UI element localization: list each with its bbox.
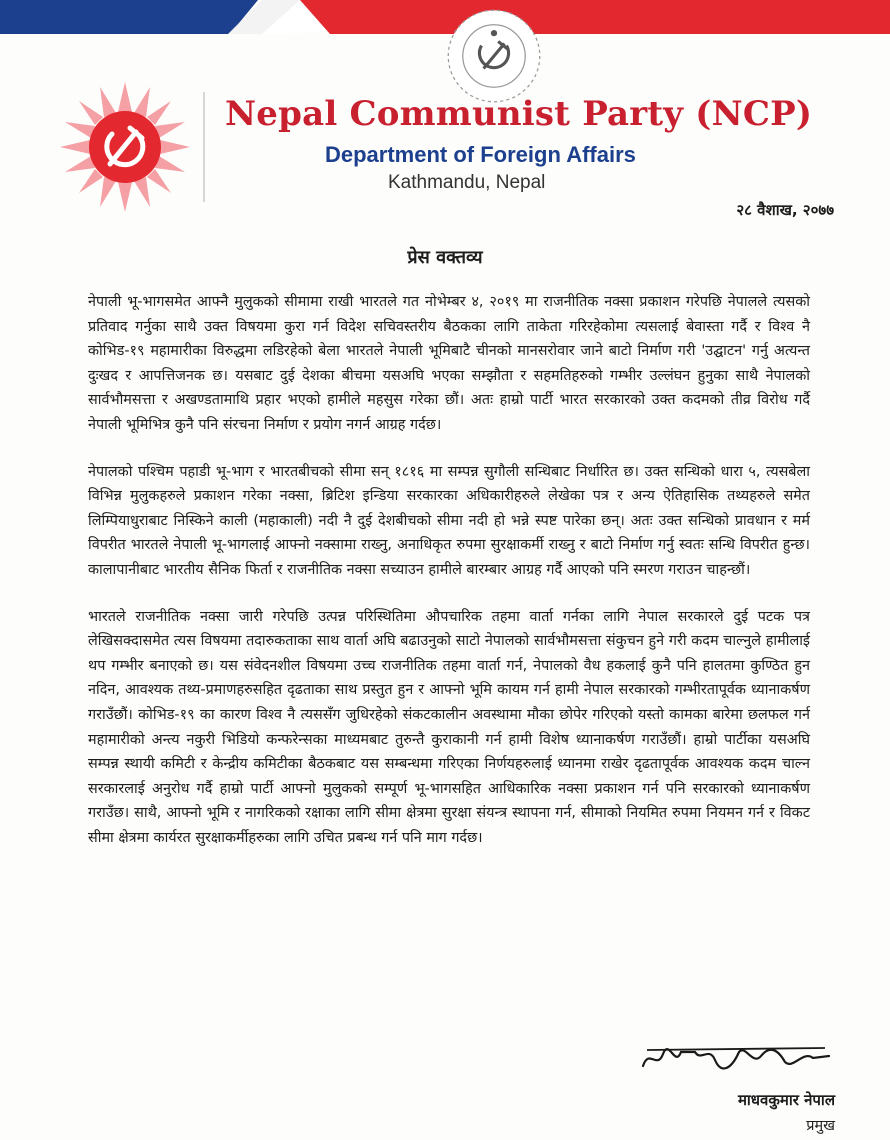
letterhead [60, 62, 840, 212]
letter-body [88, 290, 810, 872]
sun-hammer-sickle-icon [60, 82, 190, 212]
location: Kathmandu, Nepal [388, 172, 546, 193]
department-name: Department of Foreign Affairs [325, 142, 636, 167]
paragraph-3: भारतले राजनीतिक नक्सा जारी गरेपछि उत्पन्न परिस्थितिमा औपचारिक तहमा वार्ता गर्नका लागि नेपाल सरकारले दुई पटक पत्र लेखिसक्दासमेत त्यस विषयमा तदारुकताका साथ वार्ता अघि बढाउनुको साटो नेपालको सार्वभौमसत्ता संकुचन हुने गरी कदम चाल्नुले हामीलाई थप गम्भीर बनाएको छ। यस संवेदनशील विषयमा उच्च राजनीतिक तहमा वार्ता गर्न, नेपालको वैध हकलाई कुनै पनि हालतमा कुण्ठित हुन नदिन, आवश्यक तथ्य-प्रमाणहरुसहित दृढताका साथ प्रस्तुत हुन र आफ्नो भूमि कायम गर्न हामी नेपाल सरकारको गम्भीरतापूर्वक ध्यानाकर्षण गराउँछौं। कोभिड-१९ का कारण विश्व नै त्यससँग जुधिरहेको संकटकालीन अवस्थामा मौका छोपेर गरिएको यस्तो कामका बारेमा छलफल गर्न महामारीको अन्त्य नकुरी भिडियो कन्फरेन्सका माध्यमबाट तुरुन्तै कुराकानी गर्न हामी विशेष ध्यानाकर्षण गराउँछौं। हाम्रो पार्टीका यसअघि सम्पन्न स्थायी कमिटी र केन्द्रीय कमिटीका बैठकबाट यस सम्बन्धमा गरिएका निर्णयहरुलाई ध्यानमा राखेर दृढतापूर्वक आवश्यक कदम चाल्न सरकारलाई अनुरोध गर्दै हाम्रो पार्टी आफ्नो मुलुकको सम्पूर्ण भू-भागसहित आधिकारिक नक्सा प्रकाशन गर्न पनि सरकारको ध्यानाकर्षण गराउँछ। साथै, आफ्नो भूमि र नागरिकको रक्षाका लागि सीमा क्षेत्रमा सुरक्षा संयन्त्र स्थापना गर्न, सीमाको नियमित रुपमा नियमन गर्न र विकट सीमा क्षेत्रमा कार्यरत सुरक्षाकर्मीहरुका लागि उचित प्रबन्ध गर्न पनि माग गर्दछ। [88, 608, 810, 846]
paragraph-2: नेपालको पश्चिम पहाडी भू-भाग र भारतबीचको सीमा सन् १८१६ मा सम्पन्न सुगौली सन्धिबाट निर्धारित छ। उक्त सन्धिको धारा ५, त्यसबेला विभिन्न मुलुकहरुले प्रकाशन गरेका नक्सा, ब्रिटिश इन्डिया सरकारका अधिकारीहरुले लेखेका पत्र र अन्य ऐतिहासिक तथ्यहरुले समेत लिम्पियाधुराबाट निस्किने काली (महाकाली) नदी नै दुई देशबीचको सीमा नदी हो भन्ने स्पष्ट पारेका छन्। अतः उक्त सन्धिको प्रावधान र मर्म विपरीत भारतले नेपाली भू-भागलाई आफ्नो नक्सामा राख्नु, अनाधिकृत रुपमा सुरक्षाकर्मी राख्नु र बाटो निर्माण गर्नु स्वतः सन्धि विपरीत हुन्छ। कालापानीबाट भारतीय सैनिक फिर्ता र राजनीतिक नक्सा सच्याउन हामीले बारम्बार आग्रह गर्दै आएको पनि स्मरण गराउन चाहन्छौं। [88, 463, 810, 578]
signature-block [605, 1040, 835, 1140]
letter-date: २८ वैशाख, २०७७ [736, 201, 834, 219]
handwritten-signature [635, 1040, 835, 1076]
header-divider [203, 92, 205, 202]
party-name: Nepal Communist Party (NCP) [225, 94, 813, 134]
signer-title: प्रमुख [806, 1118, 835, 1134]
signer-name: माधवकुमार नेपाल [737, 1091, 835, 1109]
party-seal-icon [442, 4, 546, 108]
paragraph-1: नेपाली भू-भागसमेत आफ्नै मुलुकको सीमामा राखी भारतले गत नोभेम्बर ४, २०१९ मा राजनीतिक नक्सा प्रकाशन गरेपछि नेपालले त्यसको प्रतिवाद गर्नुका साथै उक्त विषयमा कुरा गर्न विदेश सचिवस्तरीय बैठकका लागि ताकेता गरिरहेकोमा त्यसलाई बेवास्ता गर्दै र विश्व नै कोभिड-१९ महामारीका विरुद्धमा लडिरहेको बेला भारतले नेपाली भूमिबाटै चीनको मानसरोवार जाने बाटो निर्माण गरी 'उद्घाटन' गर्नु अत्यन्त दुःखद र आपत्तिजनक छ। यसबाट दुई देशका बीचमा यसअघि भएका सम्झौता र सहमतिहरुको गम्भीर उल्लंघन हुनुका साथै नेपालको सार्वभौमसत्ता र अखण्डतामाथि प्रहार भएको हामीले महसुस गरेका छौं। अतः हाम्रो पार्टी भारत सरकारको उक्त कदमको तीव्र विरोध गर्दै नेपाली भूमिभित्र कुनै पनि संरचना निर्माण र प्रयोग नगर्न आग्रह गर्दछ। [88, 294, 810, 433]
letter-title: प्रेस वक्तव्य [407, 247, 483, 268]
